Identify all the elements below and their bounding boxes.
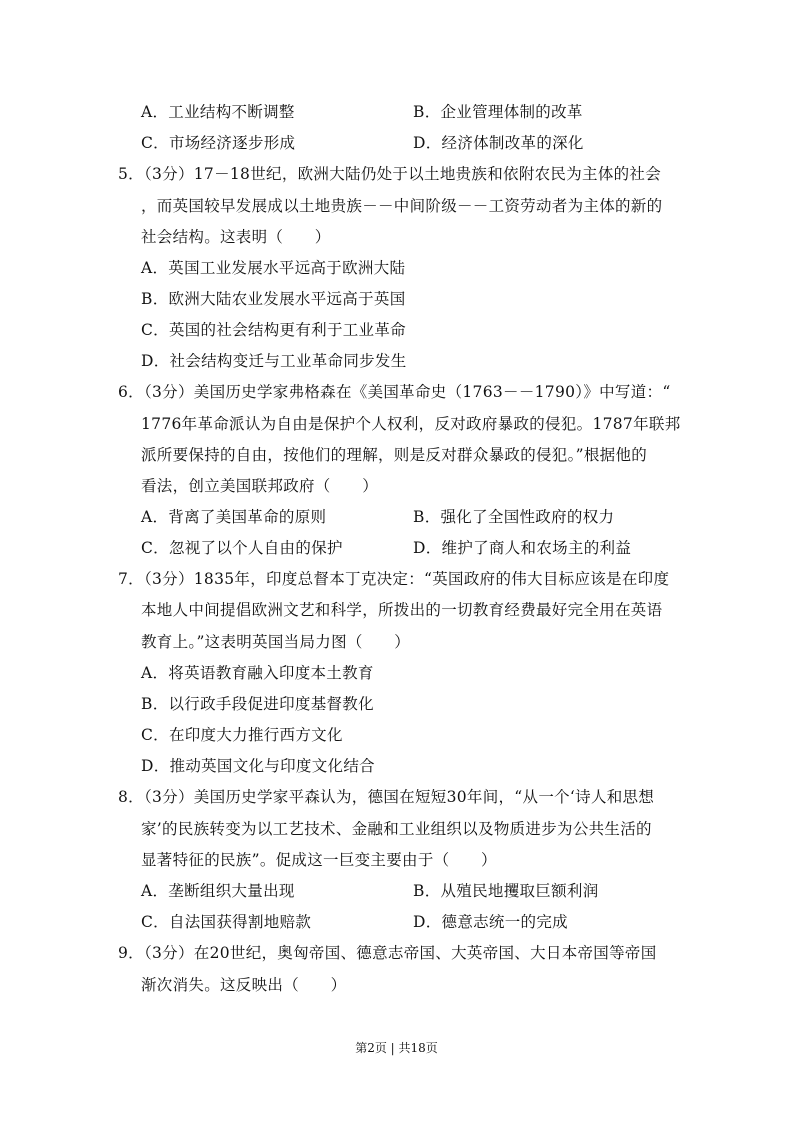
- q5-stem-line: ，而英国较早发展成以土地贵族－－中间阶级－－工资劳动者为主体的新的: [141, 197, 663, 215]
- q6-option-c: C．忽视了以个人自由的保护: [141, 539, 343, 557]
- q7-stem-line: 教育上。”这表明英国当局力图（ ）: [141, 633, 411, 651]
- q8-option-c: C．自法国获得割地赔款: [141, 913, 312, 931]
- q5-stem-line: 社会结构。这表明（ ）: [141, 228, 331, 246]
- q8-option-b: B．从殖民地攫取巨额利润: [413, 882, 599, 900]
- q6-stem-line: 6．（3分）美国历史学家弗格森在《美国革命史（1763－－1790）》中写道：“: [118, 383, 671, 401]
- q7-option-a: A．将英语教育融入印度本土教育: [141, 664, 374, 682]
- q8-stem-line: 家’的民族转变为以工艺技术、金融和工业组织以及物质进步为公共生活的: [141, 820, 652, 838]
- q5-stem-line: 5．（3分）17－18世纪，欧洲大陆仍处于以土地贵族和依附农民为主体的社会: [118, 165, 662, 183]
- q8-option-a: A．垄断组织大量出现: [141, 882, 295, 900]
- q4-option-d: D．经济体制改革的深化: [413, 134, 584, 152]
- q9-stem-line: 渐次消失。这反映出（ ）: [141, 976, 347, 994]
- q8-option-d: D．德意志统一的完成: [413, 913, 568, 931]
- q5-option-b: B．欧洲大陆农业发展水平远高于英国: [141, 290, 406, 308]
- q6-option-a: A．背离了美国革命的原则: [141, 508, 327, 526]
- q6-stem-line: 看法，创立美国联邦政府（ ）: [141, 477, 379, 495]
- q7-stem-line: 7．（3分）1835年，印度总督本丁克决定：“英国政府的伟大目标应该是在印度: [118, 570, 670, 588]
- q5-option-c: C．英国的社会结构更有利于工业革命: [141, 321, 406, 339]
- q7-option-d: D．推动英国文化与印度文化结合: [141, 757, 375, 775]
- q6-stem-line: 1776年革命派认为自由是保护个人权利，反对政府暴政的侵犯。1787年联邦: [141, 415, 681, 433]
- page-footer: 第2页 | 共18页: [355, 1041, 438, 1055]
- q9-stem-line: 9．（3分）在20世纪，奥匈帝国、德意志帝国、大英帝国、大日本帝国等帝国: [118, 944, 657, 962]
- q7-stem-line: 本地人中间提倡欧洲文艺和科学，所拨出的一切教育经费最好完全用在英语: [141, 601, 663, 619]
- q5-option-a: A．英国工业发展水平远高于欧洲大陆: [141, 259, 406, 277]
- q8-stem-line: 8．（3分）美国历史学家平森认为，德国在短短30年间，“从一个‘诗人和思想: [118, 788, 655, 806]
- q4-option-a: A．工业结构不断调整: [141, 103, 295, 121]
- q5-option-d: D．社会结构变迁与工业革命同步发生: [141, 352, 407, 370]
- q4-option-c: C．市场经济逐步形成: [141, 134, 296, 152]
- q7-option-b: B．以行政手段促进印度基督教化: [141, 695, 374, 713]
- q4-option-b: B．企业管理体制的改革: [413, 103, 583, 121]
- q6-option-d: D．维护了商人和农场主的利益: [413, 539, 632, 557]
- q7-option-c: C．在印度大力推行西方文化: [141, 726, 343, 744]
- q6-stem-line: 派所要保持的自由，按他们的理解，则是反对群众暴政的侵犯。”根据他的: [141, 446, 648, 464]
- q8-stem-line: 显著特征的民族”。促成这一巨变主要由于（ ）: [141, 851, 497, 869]
- q6-option-b: B．强化了全国性政府的权力: [413, 508, 615, 526]
